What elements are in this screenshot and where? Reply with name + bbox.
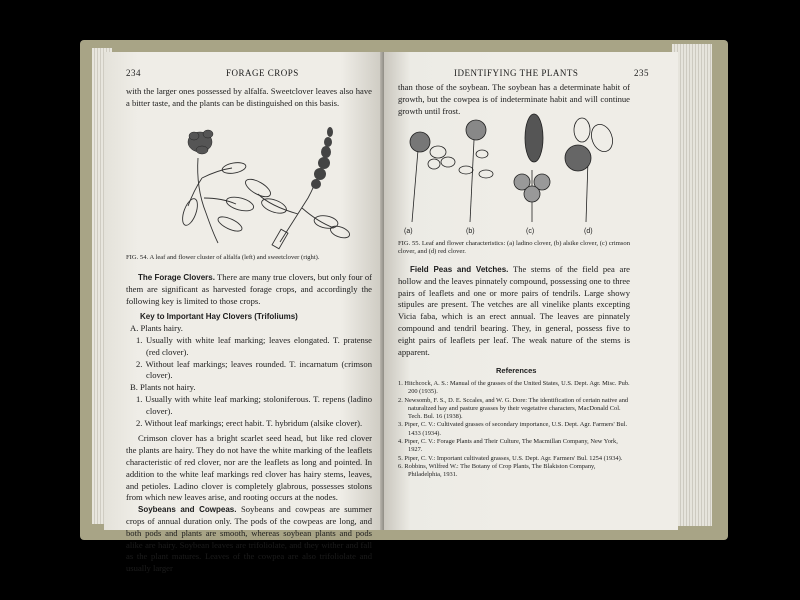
reference-item: 4. Piper, C. V.: Forage Plants and Their Culture, The Macmillan Company, New York, 1927. [398,438,618,454]
references-list [398,380,630,480]
key-item-a1: 1. Usually with white leaf marking; leaves elongated. T. pratense (red clover). [136,334,372,357]
soybeans-heading: Soybeans and Cowpeas. [138,505,237,515]
plate-label-d: (d) [584,228,593,235]
soybeans-text: Soybeans and cowpeas are summer crops of annual duration only. The pods of the cowpeas are long, and both pods and plants are smooth, whereas soybean plants and pods alike are hairy. Soybean leaves are trifoliolate, and they wither and fall as the plant matures. Leaves of the cowpea are also trifoliolate and usually larger [126,504,372,574]
forage-clovers-heading: The Forage Clovers. [138,273,215,282]
plate-label-c: (c) [526,228,535,235]
key-heading: Key to Important Hay Clovers (Trifoliums) [140,312,298,322]
field-peas-heading: Field Peas and Vetches. [410,265,509,274]
figure-54-alfalfa-sweetclover [158,118,354,248]
page-edges-right [672,44,712,526]
right-intro: than those of the soybean. The soybean has a determinate habit of growth, but the cowpea is of indeterminate habit and will continue growth until frost. [398,82,630,116]
left-intro [126,86,372,110]
left-page-number: 234 [126,68,141,78]
left-running-head: FORAGE CROPS [226,68,299,78]
left-intro-text: with the larger ones possessed by alfalfa. Sweetclover leaves also have a bitter taste, and the plants can be distinguished on this basis. [126,86,372,108]
soybeans-paragraph [126,504,372,575]
reference-item: 2. Newsomb, F. S., D. E. Sccales, and W. G. Dore: The identification of certain native and naturalized hay and pasture grasses by their vegetative characters, MacDonald Col. Tech. Bul. 16 (1938). [398,396,629,421]
field-peas-text: The stems of the field pea are hollow and the leaves pinnately compound, possessing one to three pairs of leaflets and one or more pairs of tendrils. Large showy stipules are present. The vetches are all vinelike plants excepting Vicia faba, which is an erect annual. The leaves are pinnately compound and tendril bearing. They, in general, possess five to eight pairs of leaflets per leaf. The weak nature of the stems is apparent. [398,264,630,357]
key-item-b1: 1. Usually with white leaf marking; stoloniferous. T. repens (ladino clover). [136,393,372,416]
forage-clovers-text: There are many true clovers, but only four of them are significant as harvested forage crops, and accordingly the following key is limited to those crops. [126,272,372,306]
right-page-number: 235 [634,68,649,78]
left-page [104,52,386,574]
figure-55-caption: FIG. 55. Leaf and flower characteristics: (a) ladino clover, (b) alsike clover, (c) crimson clover, and (d) red clover. [398,240,630,255]
figure-55-clover-plates [396,110,622,228]
figure-54-caption: FIG. 54. A leaf and flower cluster of alfalfa (left) and sweetclover (right). [126,254,320,261]
right-page [384,52,678,530]
key-item-a: A. Plants hairy. [130,323,183,334]
key-item-b2: 2. Without leaf markings; erect habit. T. hybridum (alsike clover). [136,417,363,428]
reference-item: 3. Piper, C. V.: Cultivated grasses of secondary importance, U.S. Dept. Agr. Farmers' Bul. 1433 (1934). [398,421,628,437]
key-item-a2: 2. Without leaf markings; leaves rounded. T. incarnatum (crimson clover). [136,358,372,381]
reference-item: 1. Hitchcock, A. S.: Manual of the grasses of the United States, U.S. Dept. Agr. Misc. Pub. 200 (1935). [398,380,630,396]
key-item-b: B. Plants not hairy. [130,382,196,393]
references-heading: References [496,366,537,375]
reference-item: 5. Piper, C. V.: Important cultivated grasses, U.S. Dept. Agr. Farmers' Bul. 1254 (1934). [398,454,623,462]
field-peas-text-block [398,264,630,358]
plate-label-b: (b) [466,228,475,235]
forage-clovers-paragraph [126,272,372,307]
left-body [126,272,372,575]
right-running-head: IDENTIFYING THE PLANTS [454,68,579,78]
reference-item: 6. Robbins, Wilfred W.: The Botany of Crop Plants, The Blakiston Company, Philadelphia, 1931. [398,462,596,479]
field-peas-paragraph [398,264,630,358]
plate-label-a: (a) [404,228,413,235]
crimson-clover-paragraph: Crimson clover has a bright scarlet seed head, but like red clover the plants are hairy. They do not have the white marking of the leaflets characteristic of red clover, nor are the leaflets as long and pointed. In addition to the white leaf markings red clover has hairy stems, leaves, and petioles. Ladino clover is completely glabrous, possesses stolons from which new leaves arise, and rooting occurs at the nodes. [126,433,372,503]
